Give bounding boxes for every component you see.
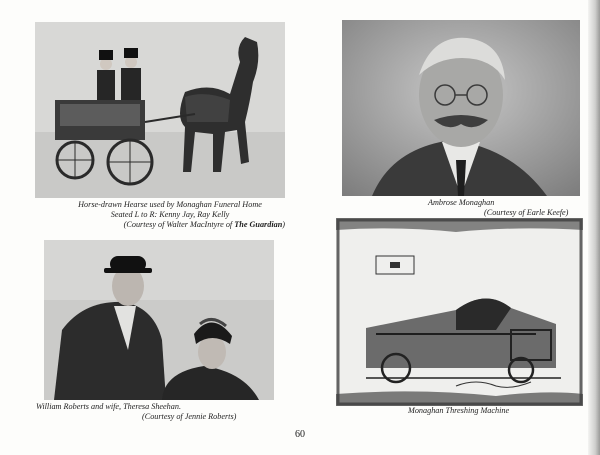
threshing-caption bbox=[400, 406, 580, 416]
ambrose-caption-line-1: Ambrose Monaghan bbox=[428, 198, 495, 207]
ambrose-portrait-photo bbox=[342, 20, 580, 196]
ambrose-caption bbox=[400, 198, 580, 218]
ambrose-credit: (Courtesy of Earle Keefe) bbox=[484, 208, 569, 217]
hearse-credit bbox=[55, 220, 285, 230]
hearse-caption-line-2: Seated L to R: Kenny Jay, Ray Kelly bbox=[110, 210, 230, 219]
hearse-caption bbox=[55, 200, 285, 230]
hearse-credit-suffix: ) bbox=[282, 220, 285, 229]
hearse-credit-prefix: (Courtesy of Walter MacIntyre of bbox=[123, 220, 235, 229]
threshing-machine-photo bbox=[336, 218, 583, 406]
roberts-couple-photo bbox=[44, 240, 274, 400]
hearse-credit-source: The Guardian bbox=[234, 220, 283, 229]
page-number: 60 bbox=[295, 429, 305, 440]
hearse-photo bbox=[35, 22, 285, 198]
threshing-caption-line-1: Monaghan Threshing Machine bbox=[408, 406, 510, 415]
roberts-caption-line-1: William Roberts and wife, Theresa Sheehan. bbox=[36, 402, 182, 411]
roberts-caption bbox=[36, 402, 286, 422]
page-edge bbox=[588, 0, 600, 455]
roberts-credit: (Courtesy of Jennie Roberts) bbox=[142, 412, 237, 421]
hearse-caption-line-1: Horse-drawn Hearse used by Monaghan Funeral Home bbox=[78, 200, 262, 209]
